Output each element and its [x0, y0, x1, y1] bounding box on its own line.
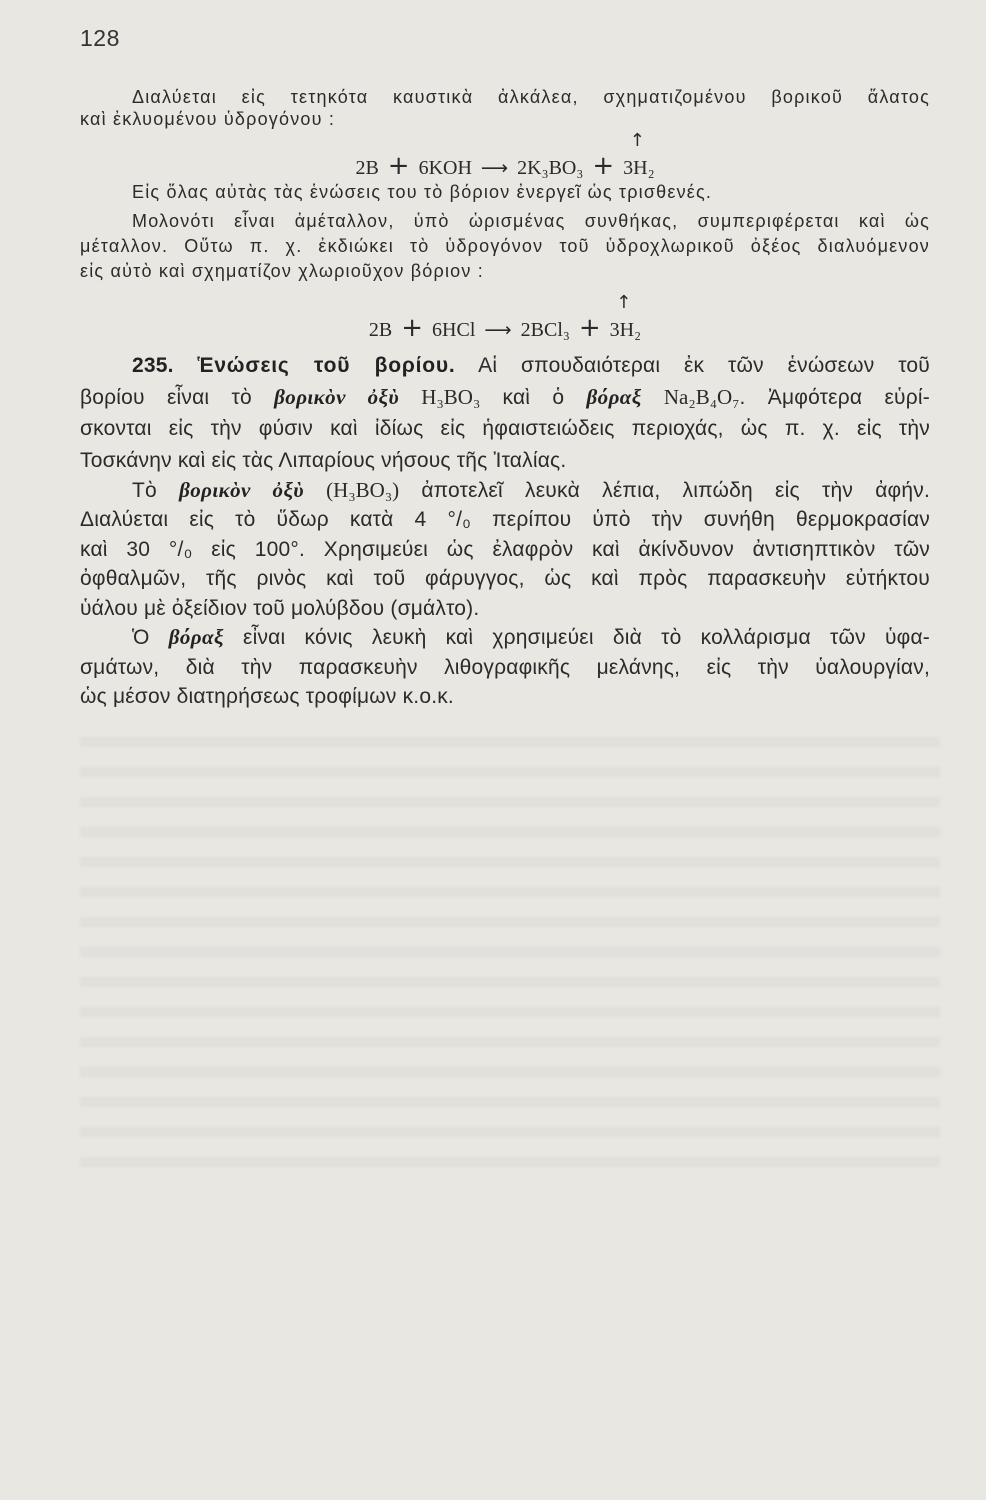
text-run: εἶναι κόνις λευκὴ καὶ χρησιμεύει διὰ τὸ κολλάρισμα τῶν ὑφα- [243, 626, 930, 649]
emphasized-term: βορικὸν ὀξὺ [274, 384, 400, 409]
text-line: καὶ ἐκλυομένου ὑδρογόνου : [80, 109, 336, 129]
text-run: ὡς μέσον διατηρήσεως τροφίμων κ.ο.κ. [80, 685, 454, 708]
text-run: ὀφθαλμῶν, τῆς ρινὸς καὶ τοῦ φάρυγγος, ὡς καὶ πρὸς παρασκευὴν εὐτήκτου [80, 567, 930, 591]
text-run: καὶ 30 °/₀ εἰς 100°. Χρησιμεύει ὡς ἐλαφρὸν καὶ ἀκίνδυνον ἀντισηπτικὸν τῶν [80, 537, 930, 561]
plus-sign: + [387, 151, 410, 181]
gas-evolution-arrow-icon: ↑ [616, 292, 632, 313]
text-run: Αἱ σπουδαιότεραι ἐκ τῶν ἑνώσεων τοῦ [478, 354, 930, 377]
equation-gas-product [623, 130, 655, 183]
plus-sign: + [592, 151, 615, 181]
text-run: σμάτων, διὰ τὴν παρασκευὴν λιθογραφικῆς μελάνης, εἰς τὴν ὑαλουργίαν, [80, 655, 930, 679]
section-heading: Ἑνώσεις τοῦ βορίου. [197, 354, 456, 377]
equation-reactant: 2B [368, 319, 393, 341]
text-run: ὑάλου μὲ ὀξείδιον τοῦ μολύβδου (σμάλτο). [80, 596, 480, 620]
text-line [80, 445, 930, 477]
paragraph-alkali-reaction [80, 86, 930, 130]
text-run: ἀποτελεῖ λευκὰ λέπια, λιπώδη εἰς τὴν ἀφήν. [421, 479, 930, 502]
paragraph-valence [80, 180, 930, 205]
text-line [80, 350, 930, 382]
text-line: εἰς αὐτὸ καὶ σχηματίζον χλωριοῦχον βόριον : [80, 261, 484, 281]
equation-reactant: 6KOH [418, 157, 472, 179]
emphasized-term: βορικὸν ὀξὺ [179, 478, 304, 502]
text-line [80, 413, 930, 445]
equation-product: 3H₂ [609, 319, 642, 341]
chemical-formula: (H₃BO₃) [326, 478, 400, 502]
page-number: 128 [80, 25, 120, 51]
plus-sign: + [578, 313, 601, 343]
reaction-arrow: ⟶ [484, 319, 512, 341]
text-line [80, 505, 930, 534]
text-line: Διαλύεται εἰς τετηκότα καυστικὰ ἀλκάλεα, σχηματιζομένου βορικοῦ ἅλατος [132, 87, 930, 107]
text-run: Τοσκάνην καὶ εἰς τὰς Λιπαρίους νήσους τῆς Ἰταλίας. [80, 448, 567, 472]
paragraph-boric-acid [80, 476, 930, 623]
text-run: βορίου εἶναι τὸ [80, 385, 252, 409]
text-line [80, 535, 930, 564]
equation-boron-hydrochloric-acid [80, 292, 930, 343]
text-line: Εἰς ὅλας αὐτὰς τὰς ἑνώσεις του τὸ βόριον ἐνεργεῖ ὡς τρισθενές. [132, 182, 713, 202]
paragraph-borax [80, 623, 930, 712]
reverse-side-show-through [80, 725, 940, 1185]
plus-sign: + [401, 313, 424, 343]
equation-product: 3H₂ [623, 157, 655, 179]
text-run: . Ἀμφότερα εὑρί- [739, 385, 930, 409]
reaction-arrow: ⟶ [480, 157, 509, 179]
gas-evolution-arrow-icon: ↑ [629, 130, 645, 151]
text-run: σκονται εἰς τὴν φύσιν καὶ ἰδίως εἰς ἡφαιστειώδεις περιοχάς, ὡς π. χ. εἰς τὴν [80, 417, 930, 440]
equation-gas-product [609, 292, 642, 345]
section-235-boron-compounds [80, 350, 930, 476]
section-number: 235. [132, 354, 174, 377]
text-line [80, 594, 930, 623]
chemical-formula: H₃BO₃ [421, 384, 481, 409]
text-line [80, 382, 930, 414]
equation-product: 2BCl₃ [520, 319, 570, 341]
text-run: καὶ ὁ [502, 385, 565, 409]
chemical-formula: Na₂B₄O₇ [663, 384, 740, 409]
text-line [80, 564, 930, 593]
text-line: μέταλλον. Οὕτω π. χ. ἐκδιώκει τὸ ὑδρογόνον τοῦ ὑδροχλωρικοῦ ὀξέος διαλυόμενον [80, 236, 930, 256]
equation-product: 2K₃BO₃ [517, 157, 584, 179]
emphasized-term: βόραξ [586, 384, 642, 409]
text-line: Μολονότι εἶναι ἀμέταλλον, ὑπὸ ὡρισμένας συνθήκας, συμπεριφέρεται καὶ ὡς [132, 211, 930, 231]
text-run: Τὸ [132, 479, 157, 502]
text-run: Διαλύεται εἰς τὸ ὕδωρ κατὰ 4 °/₀ περίπου ὑπὸ τὴν συνήθη θερμοκρασίαν [80, 508, 930, 532]
equation-boron-potassium-hydroxide [80, 130, 930, 181]
paragraph-metallic-behaviour [80, 209, 930, 284]
emphasized-term: βόραξ [168, 625, 224, 649]
text-line [80, 653, 930, 683]
text-line [80, 682, 930, 712]
equation-reactant: 2B [355, 157, 379, 179]
equation-reactant: 6HCl [432, 319, 476, 341]
text-run: Ὁ [132, 626, 150, 649]
text-line [80, 476, 930, 505]
text-line [80, 623, 930, 653]
